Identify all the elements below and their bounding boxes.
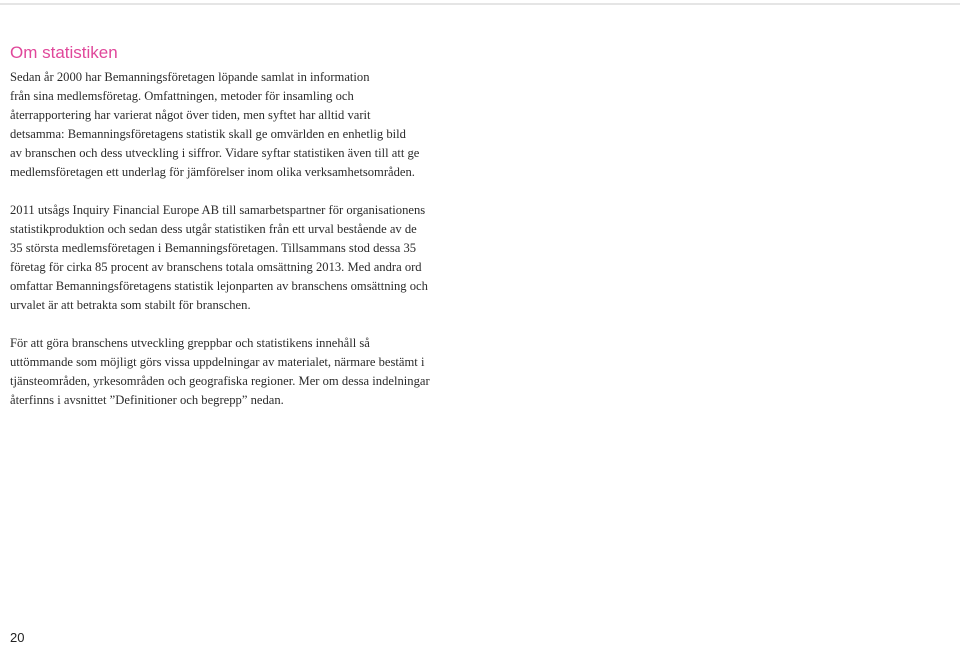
- paragraph-divisions: För att göra branschens utveckling greppbar och statistikens innehåll så uttömmande som möjligt görs vissa uppdelningar av materialet, närmare bestämt i tjänsteområden, yrkesområden och geografiska regioner. Mer om dessa indelningar återfinns i avsnittet ”Definitioner och begrepp” nedan.: [10, 336, 430, 407]
- section-heading: Om statistiken: [10, 43, 118, 62]
- top-divider: [0, 3, 960, 5]
- paragraph-sample: 2011 utsågs Inquiry Financial Europe AB till samarbetspartner för organisationens statistikproduktion och sedan dess utgår statistiken från ett urval bestående av de 35 största medlemsföretagen i Bemanningsföretagen. Tillsammans stod dessa 35 företag för cirka 85 procent av branschens totala omsättning 2013. Med andra ord omfattar Bemanningsföretagens statistik lejonparten av branschens omsättning och urvalet är att betrakta som stabilt för branschen.: [10, 203, 428, 312]
- page-content: [10, 42, 480, 429]
- paragraph-intro: Sedan år 2000 har Bemanningsföretagen löpande samlat in information från sina medlemsföretag. Omfattningen, metoder för insamling och återrapportering har varierat något över tiden, men syftet har alltid varit detsamma: Bemanningsföretagens statistik skall ge omvärlden en enhetlig bild av branschen och dess utveckling i siffror. Vidare syftar statistiken även till att ge medlemsföretagen ett underlag för jämförelser inom olika verksamhetsområden.: [10, 70, 420, 179]
- page-number: 20: [10, 630, 25, 645]
